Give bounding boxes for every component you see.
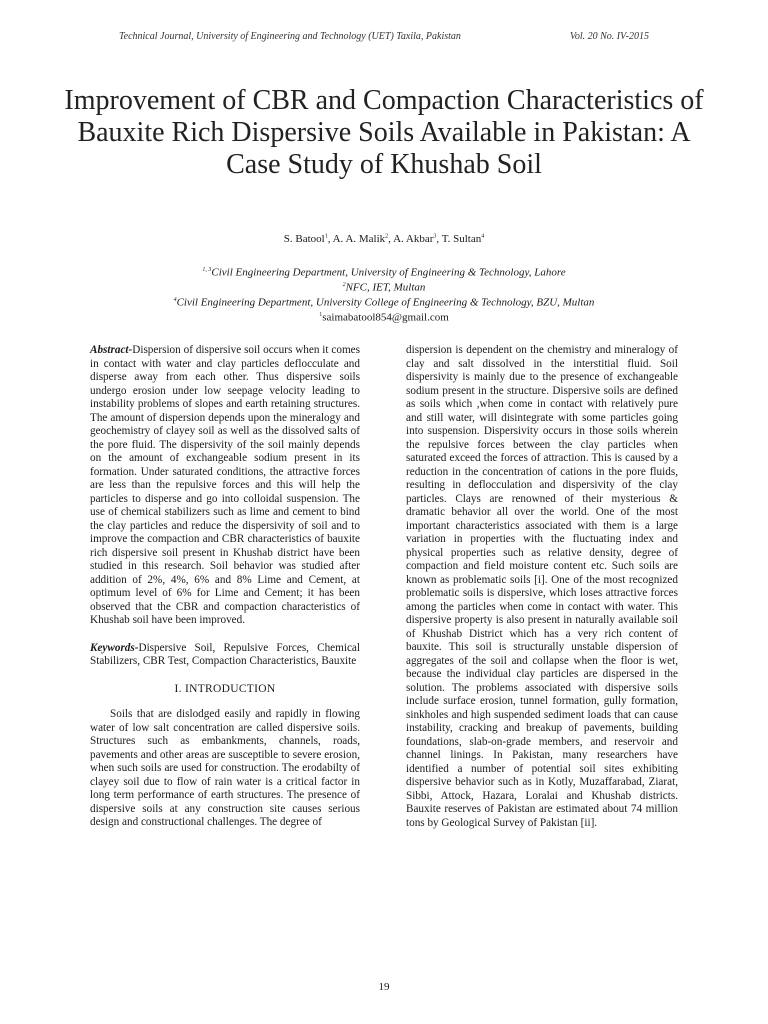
keywords: [90, 642, 360, 669]
abstract: [90, 344, 360, 628]
author: A. A. Malik: [332, 233, 386, 245]
affiliation: $^2$NFC, IET, Multan: [342, 281, 426, 294]
author: A. Akbar: [393, 233, 434, 245]
volume-info: Vol. 20 No. IV-2015: [569, 31, 649, 42]
left-column: [90, 344, 360, 830]
intro-paragraph-continued: dispersion is dependent on the chemistry and mineralogy of clay and salt dissolved in the interstitial fluid. Soil dispersivity is mainly due to the presence of exchangeable sodium present in the structure. Dispersive soils are defined as soils which ,when come in contact with relatively pure and still water, will disintegrate with some particles going into suspension. Dispersivity occurs in those soils wherein the repulsive forces between the clay particles when saturated exceed the forces of attraction. This is caused by a reduction in the concentration of cations in the pore fluids, resulting in deflocculation and dispersivity of the clay particles. Clays are renowned of their mysterious & dramatic behavior all over the world. One of the most important characteristics associated with them is a large variation in properties with the fluctuating index and physical properties such as relative density, degree of compaction and field moisture content etc. Such soils are known as problematic soils [i]. One of the most recognized problematic soils is dispersive, which loses attractive forces among the particles when come in contact with water. This dispersive property is also present in naturally available soil of Khushab District which has a very rich content of bauxite. This soil is structurally unstable dispersion of aggregates of the soil and collapse when the floor is wet, because the individual clay particles are dispersed in the solution. The problems associated with dispersive soils include surface erosion, tunnel formation, gully formation, sinkholes and high suspended sediment loads that can cause instability, cracking and breakup of pavements, building foundations, slab-on-grade members, and reservoir and channel linings. In Pakistan, many researchers have identified a number of potential soil sites exhibiting dispersive behavior such as in Kotly, Muzaffarabad, Ziarat, Sibbi, Attock, Hazara, Loralai and Khushab districts. Bauxite reserves of Pakistan are estimated about 74 million tons by Geological Survey of Pakistan [ii].: [406, 344, 678, 829]
section-heading-introduction: I. INTRODUCTION: [174, 682, 276, 695]
affiliation: $^{1, 3}$Civil Engineering Department, University of Engineering & Technology, Lahore: [202, 266, 566, 279]
affiliation: $^4$Civil Engineering Department, University College of Engineering & Technology, BZU, Multan: [173, 296, 595, 309]
author-list: S. Batool$^1$, A. A. Malik$^2$, A. Akbar$^3$, T. Sultan$^4$: [283, 233, 485, 245]
abstract-text: Dispersion of dispersive soil occurs when it comes in contact with water and clay particles deflocculate and disperse away from each other. Thus dispersive soils undergo erosion under low seepage velocity leading to instability problems of slopes and earth retaining structures. The amount of dispersion depends upon the mineralogy and geochemistry of clayey soil as well as the dissolved salts of the pore fluid. The dispersivity of the soil mainly depends on the amount of exchangeable sodium present in its formation. Under saturated conditions, the attractive forces are less than the repulsive forces and this will help the particles to disperse and go into colloidal suspension. The use of chemical stabilizers such as lime and cement to bind the clay particles and reduce the dispersivity of soil and to improve the compaction and CBR characteristics of bauxite rich dispersive soil present in Khushab district have been studied in this research. Soil behavior was studied after addition of 2%, 4%, 6% and 8% Lime and Cement, at optimum level of 6% for Lime and Cement; it has been observed that the CBR and compaction characteristics of Khushab soil have been improved.: [90, 344, 360, 626]
paper-title: Improvement of CBR and Compaction Characteristics of Bauxite Rich Dispersive Soils Available in Pakistan: A Case Study of Khushab Soil: [64, 85, 704, 180]
intro-paragraph: Soils that are dislodged easily and rapidly in flowing water of low salt concentration are called dispersive soils. Structures such as embankments, channels, roads, pavements and other areas are susceptible to severe erosion, when such soils are used for construction. The erodabilty of clayey soil due to flow of rain water is a critical factor in long term performance of earth structures. The presence of dispersive soils at any construction site causes serious design and constructional challenges. The degree of: [90, 708, 360, 828]
running-header: [119, 31, 649, 42]
journal-name: Technical Journal, University of Engineering and Technology (UET) Taxila, Pakistan: [119, 31, 461, 42]
page-number: 19: [378, 981, 390, 993]
keywords-text: Dispersive Soil, Repulsive Forces, Chemical Stabilizers, CBR Test, Compaction Characteristics, Bauxite: [90, 641, 360, 667]
keywords-label: Keywords-: [90, 641, 139, 654]
abstract-label: Abstract-: [90, 344, 133, 356]
author: T. Sultan: [441, 233, 482, 245]
author-email[interactable]: $^1$saimabatool854@gmail.com: [319, 311, 449, 324]
right-column: [406, 344, 678, 830]
author: S. Batool: [283, 233, 325, 245]
